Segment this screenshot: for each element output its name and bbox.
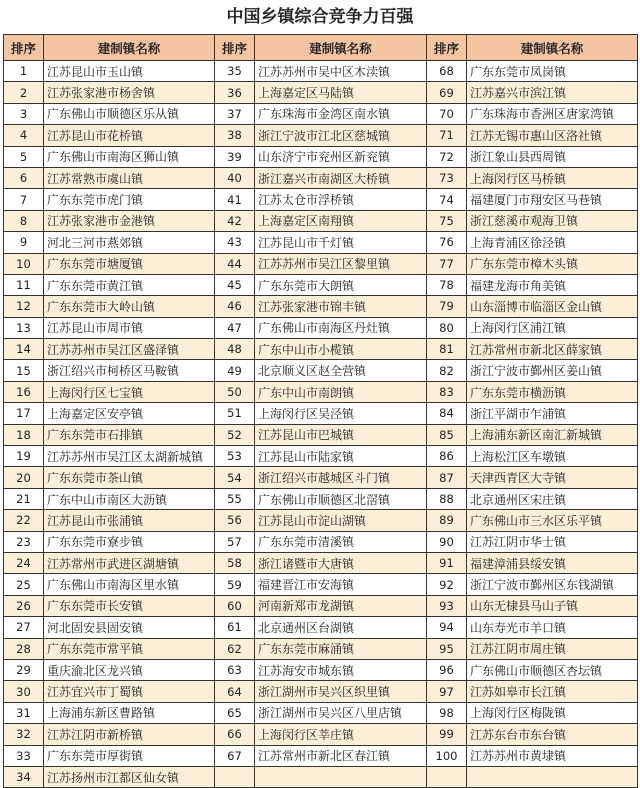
table-row	[4, 510, 638, 531]
town-name-cell: 广东中山市小榄镇	[255, 339, 427, 360]
table-row	[4, 82, 638, 103]
town-name-cell: 上海松江区车墩镇	[467, 446, 638, 467]
town-name-cell: 浙江慈溪市观海卫镇	[467, 210, 638, 231]
town-name-cell: 福建晋江市安海镇	[255, 574, 427, 595]
town-name-cell: 江苏昆山市淀山湖镇	[255, 510, 427, 531]
town-name-cell: 广东东莞市虎门镇	[44, 189, 215, 210]
town-name-cell: 上海浦东新区曹路镇	[44, 702, 215, 723]
rank-cell: 79	[427, 296, 467, 317]
rank-cell: 34	[4, 766, 44, 787]
rank-cell: 21	[4, 488, 44, 509]
table-row	[4, 253, 638, 274]
town-name-cell: 广东东莞市茶山镇	[44, 467, 215, 488]
rank-cell: 78	[427, 274, 467, 295]
town-name-cell: 山东济宁市兖州区新兖镇	[255, 146, 427, 167]
town-name-cell: 福建厦门市翔安区马巷镇	[467, 189, 638, 210]
rank-cell: 93	[427, 595, 467, 616]
rank-cell: 82	[427, 360, 467, 381]
rank-cell: 74	[427, 189, 467, 210]
town-name-cell: 上海闵行区七宝镇	[44, 381, 215, 402]
town-name-cell: 上海闵行区梅陇镇	[467, 702, 638, 723]
town-name-cell: 江苏昆山市陆家镇	[255, 446, 427, 467]
rank-cell: 66	[215, 724, 255, 745]
town-name-cell: 广东东莞市寮步镇	[44, 531, 215, 552]
rank-cell: 52	[215, 424, 255, 445]
town-name-cell: 上海嘉定区马陆镇	[255, 82, 427, 103]
town-name-cell: 广东东莞市塘厦镇	[44, 253, 215, 274]
rank-cell: 63	[215, 659, 255, 680]
rank-cell: 48	[215, 339, 255, 360]
rank-cell: 89	[427, 510, 467, 531]
town-name-cell: 广东佛山市南海区狮山镇	[44, 146, 215, 167]
town-name-cell: 上海嘉定区安亭镇	[44, 403, 215, 424]
rank-cell: 44	[215, 253, 255, 274]
town-name-cell: 江苏张家港市金港镇	[44, 210, 215, 231]
table-row	[4, 189, 638, 210]
rank-cell: 57	[215, 531, 255, 552]
rank-cell: 20	[4, 467, 44, 488]
rank-cell: 4	[4, 125, 44, 146]
rank-cell: 69	[427, 82, 467, 103]
rank-cell: 43	[215, 232, 255, 253]
rank-cell: 35	[215, 61, 255, 82]
town-name-cell: 浙江嘉兴市南湖区大桥镇	[255, 167, 427, 188]
rank-cell: 27	[4, 617, 44, 638]
header-rank: 排序	[427, 35, 467, 61]
town-name-cell: 广东东莞市厚街镇	[44, 745, 215, 766]
table-row	[4, 61, 638, 82]
rank-cell: 33	[4, 745, 44, 766]
rank-cell	[427, 766, 467, 787]
rank-cell: 53	[215, 446, 255, 467]
town-name-cell: 江苏昆山市千灯镇	[255, 232, 427, 253]
town-name-cell: 上海闵行区马桥镇	[467, 167, 638, 188]
rank-cell: 92	[427, 574, 467, 595]
rank-cell: 98	[427, 702, 467, 723]
rank-cell: 16	[4, 381, 44, 402]
rank-cell: 70	[427, 103, 467, 124]
town-name-cell: 广东东莞市石排镇	[44, 424, 215, 445]
rank-cell: 73	[427, 167, 467, 188]
town-name-cell: 广东珠海市金湾区南水镇	[255, 103, 427, 124]
town-name-cell: 广东东莞市清溪镇	[255, 531, 427, 552]
table-row	[4, 103, 638, 124]
town-name-cell: 浙江宁波市鄞州区东钱湖镇	[467, 574, 638, 595]
rank-cell: 5	[4, 146, 44, 167]
rank-cell: 55	[215, 488, 255, 509]
town-name-cell: 江苏苏州市黄埭镇	[467, 745, 638, 766]
rank-cell: 19	[4, 446, 44, 467]
table-row	[4, 531, 638, 552]
rank-cell: 65	[215, 702, 255, 723]
town-name-cell: 上海闵行区浦江镇	[467, 317, 638, 338]
table-row	[4, 488, 638, 509]
rank-cell: 25	[4, 574, 44, 595]
table-row	[4, 446, 638, 467]
town-name-cell: 山东寿光市羊口镇	[467, 617, 638, 638]
town-name-cell: 江苏苏州市吴江区盛泽镇	[44, 339, 215, 360]
town-name-cell: 江苏常州市新北区薛家镇	[467, 339, 638, 360]
town-name-cell: 江苏昆山市周市镇	[44, 317, 215, 338]
rank-cell: 31	[4, 702, 44, 723]
town-name-cell: 浙江诸暨市大唐镇	[255, 552, 427, 573]
rank-cell: 17	[4, 403, 44, 424]
table-row	[4, 339, 638, 360]
rank-cell: 68	[427, 61, 467, 82]
table-row	[4, 552, 638, 573]
header-row	[4, 35, 638, 61]
rank-cell: 96	[427, 659, 467, 680]
town-name-cell: 江苏苏州市吴江区黎里镇	[255, 253, 427, 274]
town-name-cell: 上海闵行区莘庄镇	[255, 724, 427, 745]
rank-cell: 26	[4, 595, 44, 616]
town-name-cell: 江苏常州市新北区春江镇	[255, 745, 427, 766]
rank-cell: 64	[215, 681, 255, 702]
rank-cell: 83	[427, 381, 467, 402]
table-row	[4, 232, 638, 253]
table-row	[4, 681, 638, 702]
town-name-cell: 天津西青区大寺镇	[467, 467, 638, 488]
table-body	[4, 61, 638, 788]
town-name-cell: 江苏昆山市巴城镇	[255, 424, 427, 445]
town-name-cell: 广东佛山市顺德区杏坛镇	[467, 659, 638, 680]
town-name-cell: 江苏江阴市新桥镇	[44, 724, 215, 745]
town-name-cell: 浙江平湖市乍浦镇	[467, 403, 638, 424]
town-name-cell: 浙江湖州市吴兴区八里店镇	[255, 702, 427, 723]
town-name-cell: 广东中山市南朗镇	[255, 381, 427, 402]
town-name-cell: 江苏昆山市花桥镇	[44, 125, 215, 146]
town-name-cell: 福建龙海市角美镇	[467, 274, 638, 295]
town-name-cell: 广东佛山市顺德区乐从镇	[44, 103, 215, 124]
rank-cell: 76	[427, 232, 467, 253]
rank-cell: 30	[4, 681, 44, 702]
rank-cell: 14	[4, 339, 44, 360]
rank-cell: 13	[4, 317, 44, 338]
table-row	[4, 745, 638, 766]
table-row	[4, 146, 638, 167]
rank-cell: 8	[4, 210, 44, 231]
rank-cell: 28	[4, 638, 44, 659]
rank-cell: 91	[427, 552, 467, 573]
rank-cell: 42	[215, 210, 255, 231]
town-name-cell: 江苏太仓市浮桥镇	[255, 189, 427, 210]
town-name-cell: 江苏苏州市吴江区太湖新城镇	[44, 446, 215, 467]
rank-cell: 59	[215, 574, 255, 595]
town-name-cell: 江苏东台市东台镇	[467, 724, 638, 745]
town-name-cell: 广东东莞市麻涌镇	[255, 638, 427, 659]
rank-cell: 72	[427, 146, 467, 167]
table-row	[4, 210, 638, 231]
rank-cell: 60	[215, 595, 255, 616]
rank-cell: 56	[215, 510, 255, 531]
rank-cell: 80	[427, 317, 467, 338]
town-name-cell: 广东珠海市香洲区唐家湾镇	[467, 103, 638, 124]
rank-cell: 100	[427, 745, 467, 766]
table-row	[4, 638, 638, 659]
town-name-cell: 浙江象山县西周镇	[467, 146, 638, 167]
town-name-cell: 浙江宁波市鄞州区姜山镇	[467, 360, 638, 381]
header-name: 建制镇名称	[467, 35, 638, 61]
town-name-cell: 江苏江阴市华士镇	[467, 531, 638, 552]
town-name-cell: 浙江绍兴市柯桥区马鞍镇	[44, 360, 215, 381]
town-name-cell	[255, 766, 427, 787]
town-name-cell: 江苏嘉兴市滨江镇	[467, 82, 638, 103]
town-name-cell: 重庆渝北区龙兴镇	[44, 659, 215, 680]
rank-cell: 22	[4, 510, 44, 531]
town-name-cell: 广东佛山市南海区丹灶镇	[255, 317, 427, 338]
town-name-cell: 广东东莞市黄江镇	[44, 274, 215, 295]
table-row	[4, 467, 638, 488]
rank-cell: 50	[215, 381, 255, 402]
rank-cell: 51	[215, 403, 255, 424]
rank-cell: 77	[427, 253, 467, 274]
town-name-cell: 浙江宁波市江北区慈城镇	[255, 125, 427, 146]
rank-cell: 61	[215, 617, 255, 638]
rank-cell: 23	[4, 531, 44, 552]
table-row	[4, 659, 638, 680]
town-name-cell: 江苏昆山市玉山镇	[44, 61, 215, 82]
town-name-cell: 广东东莞市大岭山镇	[44, 296, 215, 317]
town-name-cell: 广东佛山市南海区里水镇	[44, 574, 215, 595]
rank-cell: 85	[427, 424, 467, 445]
table-row	[4, 296, 638, 317]
rank-cell: 3	[4, 103, 44, 124]
rank-cell: 39	[215, 146, 255, 167]
rank-cell: 81	[427, 339, 467, 360]
rank-cell: 88	[427, 488, 467, 509]
town-name-cell: 江苏无锡市惠山区洛社镇	[467, 125, 638, 146]
town-name-cell: 山东淄博市临淄区金山镇	[467, 296, 638, 317]
table-row	[4, 317, 638, 338]
town-name-cell: 江苏张家港市杨舍镇	[44, 82, 215, 103]
rank-cell: 15	[4, 360, 44, 381]
town-name-cell: 广东东莞市凤岗镇	[467, 61, 638, 82]
rank-cell: 29	[4, 659, 44, 680]
town-name-cell: 江苏苏州市吴中区木渎镇	[255, 61, 427, 82]
town-name-cell: 江苏海安市城东镇	[255, 659, 427, 680]
table-row	[4, 360, 638, 381]
table-row	[4, 574, 638, 595]
rank-cell: 9	[4, 232, 44, 253]
town-name-cell: 江苏常熟市虞山镇	[44, 167, 215, 188]
rank-cell: 41	[215, 189, 255, 210]
table-row	[4, 702, 638, 723]
town-name-cell: 广东东莞市横沥镇	[467, 381, 638, 402]
town-name-cell: 江苏昆山市张浦镇	[44, 510, 215, 531]
page-title: 中国乡镇综合竞争力百强	[226, 7, 414, 27]
rank-cell: 32	[4, 724, 44, 745]
table-row	[4, 424, 638, 445]
town-name-cell: 上海青浦区徐泾镇	[467, 232, 638, 253]
rank-cell: 90	[427, 531, 467, 552]
ranking-table	[3, 34, 638, 788]
town-name-cell: 浙江绍兴市越城区斗门镇	[255, 467, 427, 488]
rank-cell: 18	[4, 424, 44, 445]
table-row	[4, 125, 638, 146]
town-name-cell: 浙江湖州市吴兴区织里镇	[255, 681, 427, 702]
table-row	[4, 274, 638, 295]
town-name-cell: 河北固安县固安镇	[44, 617, 215, 638]
town-name-cell: 江苏江阴市周庄镇	[467, 638, 638, 659]
town-name-cell: 广东中山市南区大沥镇	[44, 488, 215, 509]
rank-cell: 6	[4, 167, 44, 188]
town-name-cell: 广东东莞市大朗镇	[255, 274, 427, 295]
town-name-cell: 上海嘉定区南翔镇	[255, 210, 427, 231]
rank-cell: 11	[4, 274, 44, 295]
rank-cell	[215, 766, 255, 787]
rank-cell: 54	[215, 467, 255, 488]
town-name-cell: 广东东莞市常平镇	[44, 638, 215, 659]
rank-cell: 67	[215, 745, 255, 766]
rank-cell: 62	[215, 638, 255, 659]
rank-cell: 24	[4, 552, 44, 573]
table-row	[4, 724, 638, 745]
rank-cell: 58	[215, 552, 255, 573]
rank-cell: 2	[4, 82, 44, 103]
town-name-cell: 江苏常州市武进区湖塘镇	[44, 552, 215, 573]
town-name-cell: 河北三河市燕郊镇	[44, 232, 215, 253]
town-name-cell: 北京通州区台湖镇	[255, 617, 427, 638]
town-name-cell: 江苏宜兴市丁蜀镇	[44, 681, 215, 702]
rank-cell: 36	[215, 82, 255, 103]
town-name-cell: 福建漳浦县绥安镇	[467, 552, 638, 573]
town-name-cell: 上海闵行区吴泾镇	[255, 403, 427, 424]
town-name-cell: 北京顺义区赵全营镇	[255, 360, 427, 381]
town-name-cell: 广东佛山市顺德区北滘镇	[255, 488, 427, 509]
rank-cell: 38	[215, 125, 255, 146]
town-name-cell: 广东东莞市樟木头镇	[467, 253, 638, 274]
rank-cell: 40	[215, 167, 255, 188]
town-name-cell: 江苏如皋市长江镇	[467, 681, 638, 702]
town-name-cell: 江苏扬州市江都区仙女镇	[44, 766, 215, 787]
rank-cell: 94	[427, 617, 467, 638]
header-rank: 排序	[4, 35, 44, 61]
town-name-cell: 江苏张家港市锦丰镇	[255, 296, 427, 317]
town-name-cell: 河南新郑市龙湖镇	[255, 595, 427, 616]
rank-cell: 45	[215, 274, 255, 295]
rank-cell: 84	[427, 403, 467, 424]
table-row	[4, 167, 638, 188]
rank-cell: 99	[427, 724, 467, 745]
rank-cell: 7	[4, 189, 44, 210]
rank-cell: 95	[427, 638, 467, 659]
table-row	[4, 381, 638, 402]
town-name-cell	[467, 766, 638, 787]
rank-cell: 75	[427, 210, 467, 231]
header-name: 建制镇名称	[255, 35, 427, 61]
rank-cell: 49	[215, 360, 255, 381]
town-name-cell: 广东佛山市三水区乐平镇	[467, 510, 638, 531]
rank-cell: 71	[427, 125, 467, 146]
town-name-cell: 广东东莞市长安镇	[44, 595, 215, 616]
header-rank: 排序	[215, 35, 255, 61]
table-row	[4, 403, 638, 424]
table-row	[4, 595, 638, 616]
header-name: 建制镇名称	[44, 35, 215, 61]
town-name-cell: 山东无棣县马山子镇	[467, 595, 638, 616]
table-row	[4, 766, 638, 787]
rank-cell: 87	[427, 467, 467, 488]
rank-cell: 10	[4, 253, 44, 274]
town-name-cell: 北京通州区宋庄镇	[467, 488, 638, 509]
table-row	[4, 617, 638, 638]
town-name-cell: 上海浦东新区南汇新城镇	[467, 424, 638, 445]
rank-cell: 97	[427, 681, 467, 702]
rank-cell: 1	[4, 61, 44, 82]
rank-cell: 12	[4, 296, 44, 317]
rank-cell: 47	[215, 317, 255, 338]
rank-cell: 37	[215, 103, 255, 124]
rank-cell: 86	[427, 446, 467, 467]
rank-cell: 46	[215, 296, 255, 317]
